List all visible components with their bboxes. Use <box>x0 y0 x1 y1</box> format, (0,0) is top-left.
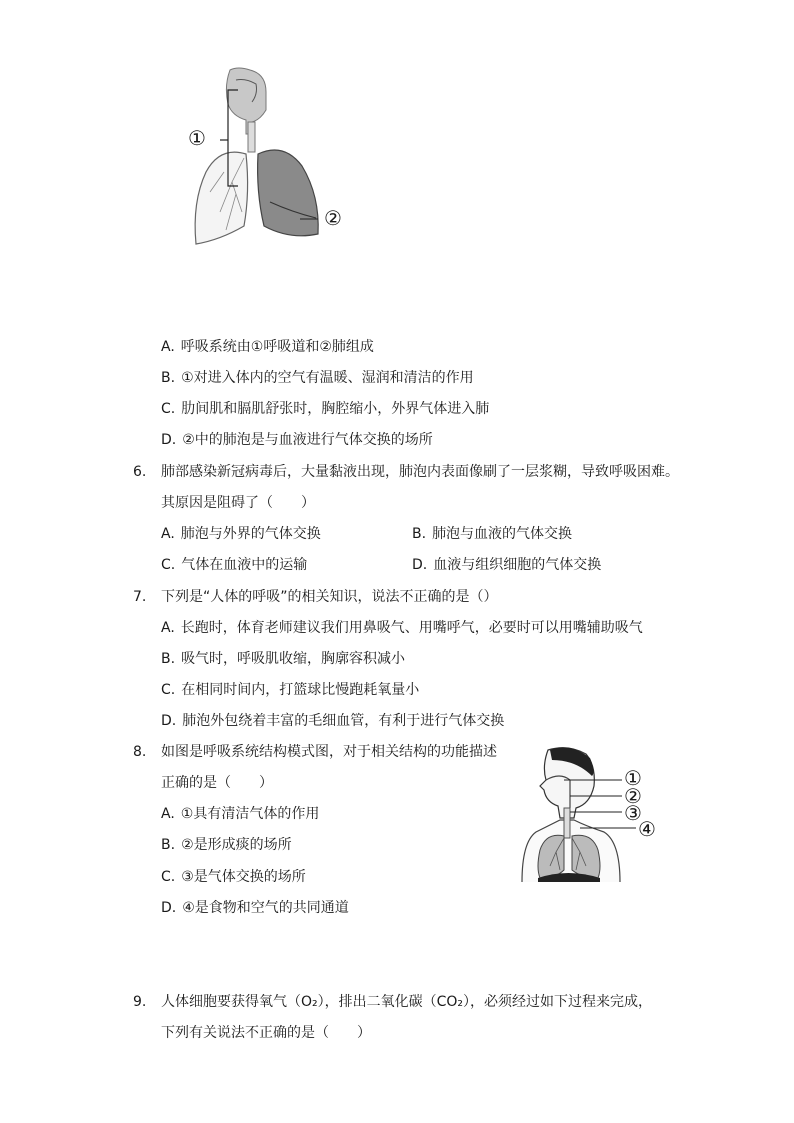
q8-figure-label-2: ② <box>624 784 642 808</box>
option-text: 肺泡外包绕着丰富的毛细血管，有利于进行气体交换 <box>182 713 505 729</box>
q8-option-a[interactable] <box>161 804 319 824</box>
q6-stem-line2: 其原因是阻碍了（ ） <box>161 495 315 511</box>
q7-option-b[interactable] <box>161 649 405 669</box>
q5-option-d[interactable] <box>161 430 433 450</box>
option-letter: B. <box>161 837 176 853</box>
q6-option-c[interactable] <box>161 555 307 575</box>
q8-stem-line2: 正确的是（ ） <box>161 775 273 791</box>
option-letter: B. <box>161 651 176 667</box>
q6-stem-line1: 肺部感染新冠病毒后，大量黏液出现，肺泡内表面像刷了一层浆糊，导致呼吸困难。 <box>161 464 679 480</box>
option-text: 长跑时，体育老师建议我们用鼻吸气、用嘴呼气，必要时可以用嘴辅助吸气 <box>180 620 643 636</box>
option-text: 吸气时，呼吸肌收缩，胸廓容积减小 <box>181 651 406 667</box>
option-text: ②是形成痰的场所 <box>181 837 292 853</box>
q7-option-d[interactable] <box>161 711 504 731</box>
option-letter: C. <box>161 557 176 573</box>
option-letter: A. <box>161 620 175 636</box>
option-letter: D. <box>412 557 428 573</box>
q6-number: 6. <box>133 464 147 480</box>
option-letter: D. <box>161 900 177 916</box>
option-letter: C. <box>161 682 176 698</box>
respiratory-system-figure <box>180 62 370 252</box>
option-letter: C. <box>161 869 176 885</box>
q8-stem-line1: 如图是呼吸系统结构模式图，对于相关结构的功能描述 <box>161 744 497 760</box>
figure1-label-1: ① <box>188 126 206 150</box>
option-text: 肋间肌和膈肌舒张时，胸腔缩小，外界气体进入肺 <box>181 401 490 417</box>
option-text: ③是气体交换的场所 <box>181 869 306 885</box>
q5-option-b[interactable] <box>161 368 474 388</box>
q6-option-a[interactable] <box>161 524 321 544</box>
figure1-label-2: ② <box>324 206 342 230</box>
q8-figure-label-3: ③ <box>624 801 642 825</box>
option-text: 呼吸系统由①呼吸道和②肺组成 <box>180 339 374 355</box>
q8-option-c[interactable] <box>161 867 306 887</box>
option-text: 血液与组织细胞的气体交换 <box>433 557 602 573</box>
option-letter: B. <box>161 370 176 386</box>
option-letter: A. <box>161 339 175 355</box>
q8-figure-label-1: ① <box>624 766 642 790</box>
q9-stem-line2: 下列有关说法不正确的是（ ） <box>161 1025 371 1041</box>
option-text: 肺泡与血液的气体交换 <box>432 526 573 542</box>
respiratory-structure-figure <box>516 746 676 886</box>
q7-number: 7. <box>133 589 147 605</box>
option-letter: B. <box>412 526 427 542</box>
option-text: 在相同时间内，打篮球比慢跑耗氧量小 <box>181 682 420 698</box>
q6-option-b[interactable] <box>412 524 572 544</box>
respiratory-structure-diagram <box>516 746 676 886</box>
q8-figure-label-4: ④ <box>638 817 656 841</box>
q7-option-c[interactable] <box>161 680 419 700</box>
q8-number: 8. <box>133 744 147 760</box>
q8-option-d[interactable] <box>161 898 349 918</box>
q9-number: 9. <box>133 994 147 1010</box>
q9-stem-line1: 人体细胞要获得氧气（O₂），排出二氧化碳（CO₂），必须经过如下过程来完成， <box>161 994 653 1010</box>
q5-option-c[interactable] <box>161 399 489 419</box>
q7-option-a[interactable] <box>161 618 643 638</box>
option-letter: A. <box>161 806 175 822</box>
option-text: 肺泡与外界的气体交换 <box>180 526 321 542</box>
q6-option-d[interactable] <box>412 555 601 575</box>
option-text: ②中的肺泡是与血液进行气体交换的场所 <box>182 432 433 448</box>
option-letter: A. <box>161 526 175 542</box>
option-letter: C. <box>161 401 176 417</box>
option-text: ①具有清洁气体的作用 <box>180 806 320 822</box>
q5-option-a[interactable] <box>161 337 374 357</box>
option-text: 气体在血液中的运输 <box>181 557 308 573</box>
q8-option-b[interactable] <box>161 835 292 855</box>
q7-stem: 下列是“人体的呼吸”的相关知识，说法不正确的是（） <box>161 589 498 605</box>
option-text: ①对进入体内的空气有温暖、湿润和清洁的作用 <box>181 370 474 386</box>
option-letter: D. <box>161 713 177 729</box>
option-text: ④是食物和空气的共同通道 <box>182 900 349 916</box>
option-letter: D. <box>161 432 177 448</box>
